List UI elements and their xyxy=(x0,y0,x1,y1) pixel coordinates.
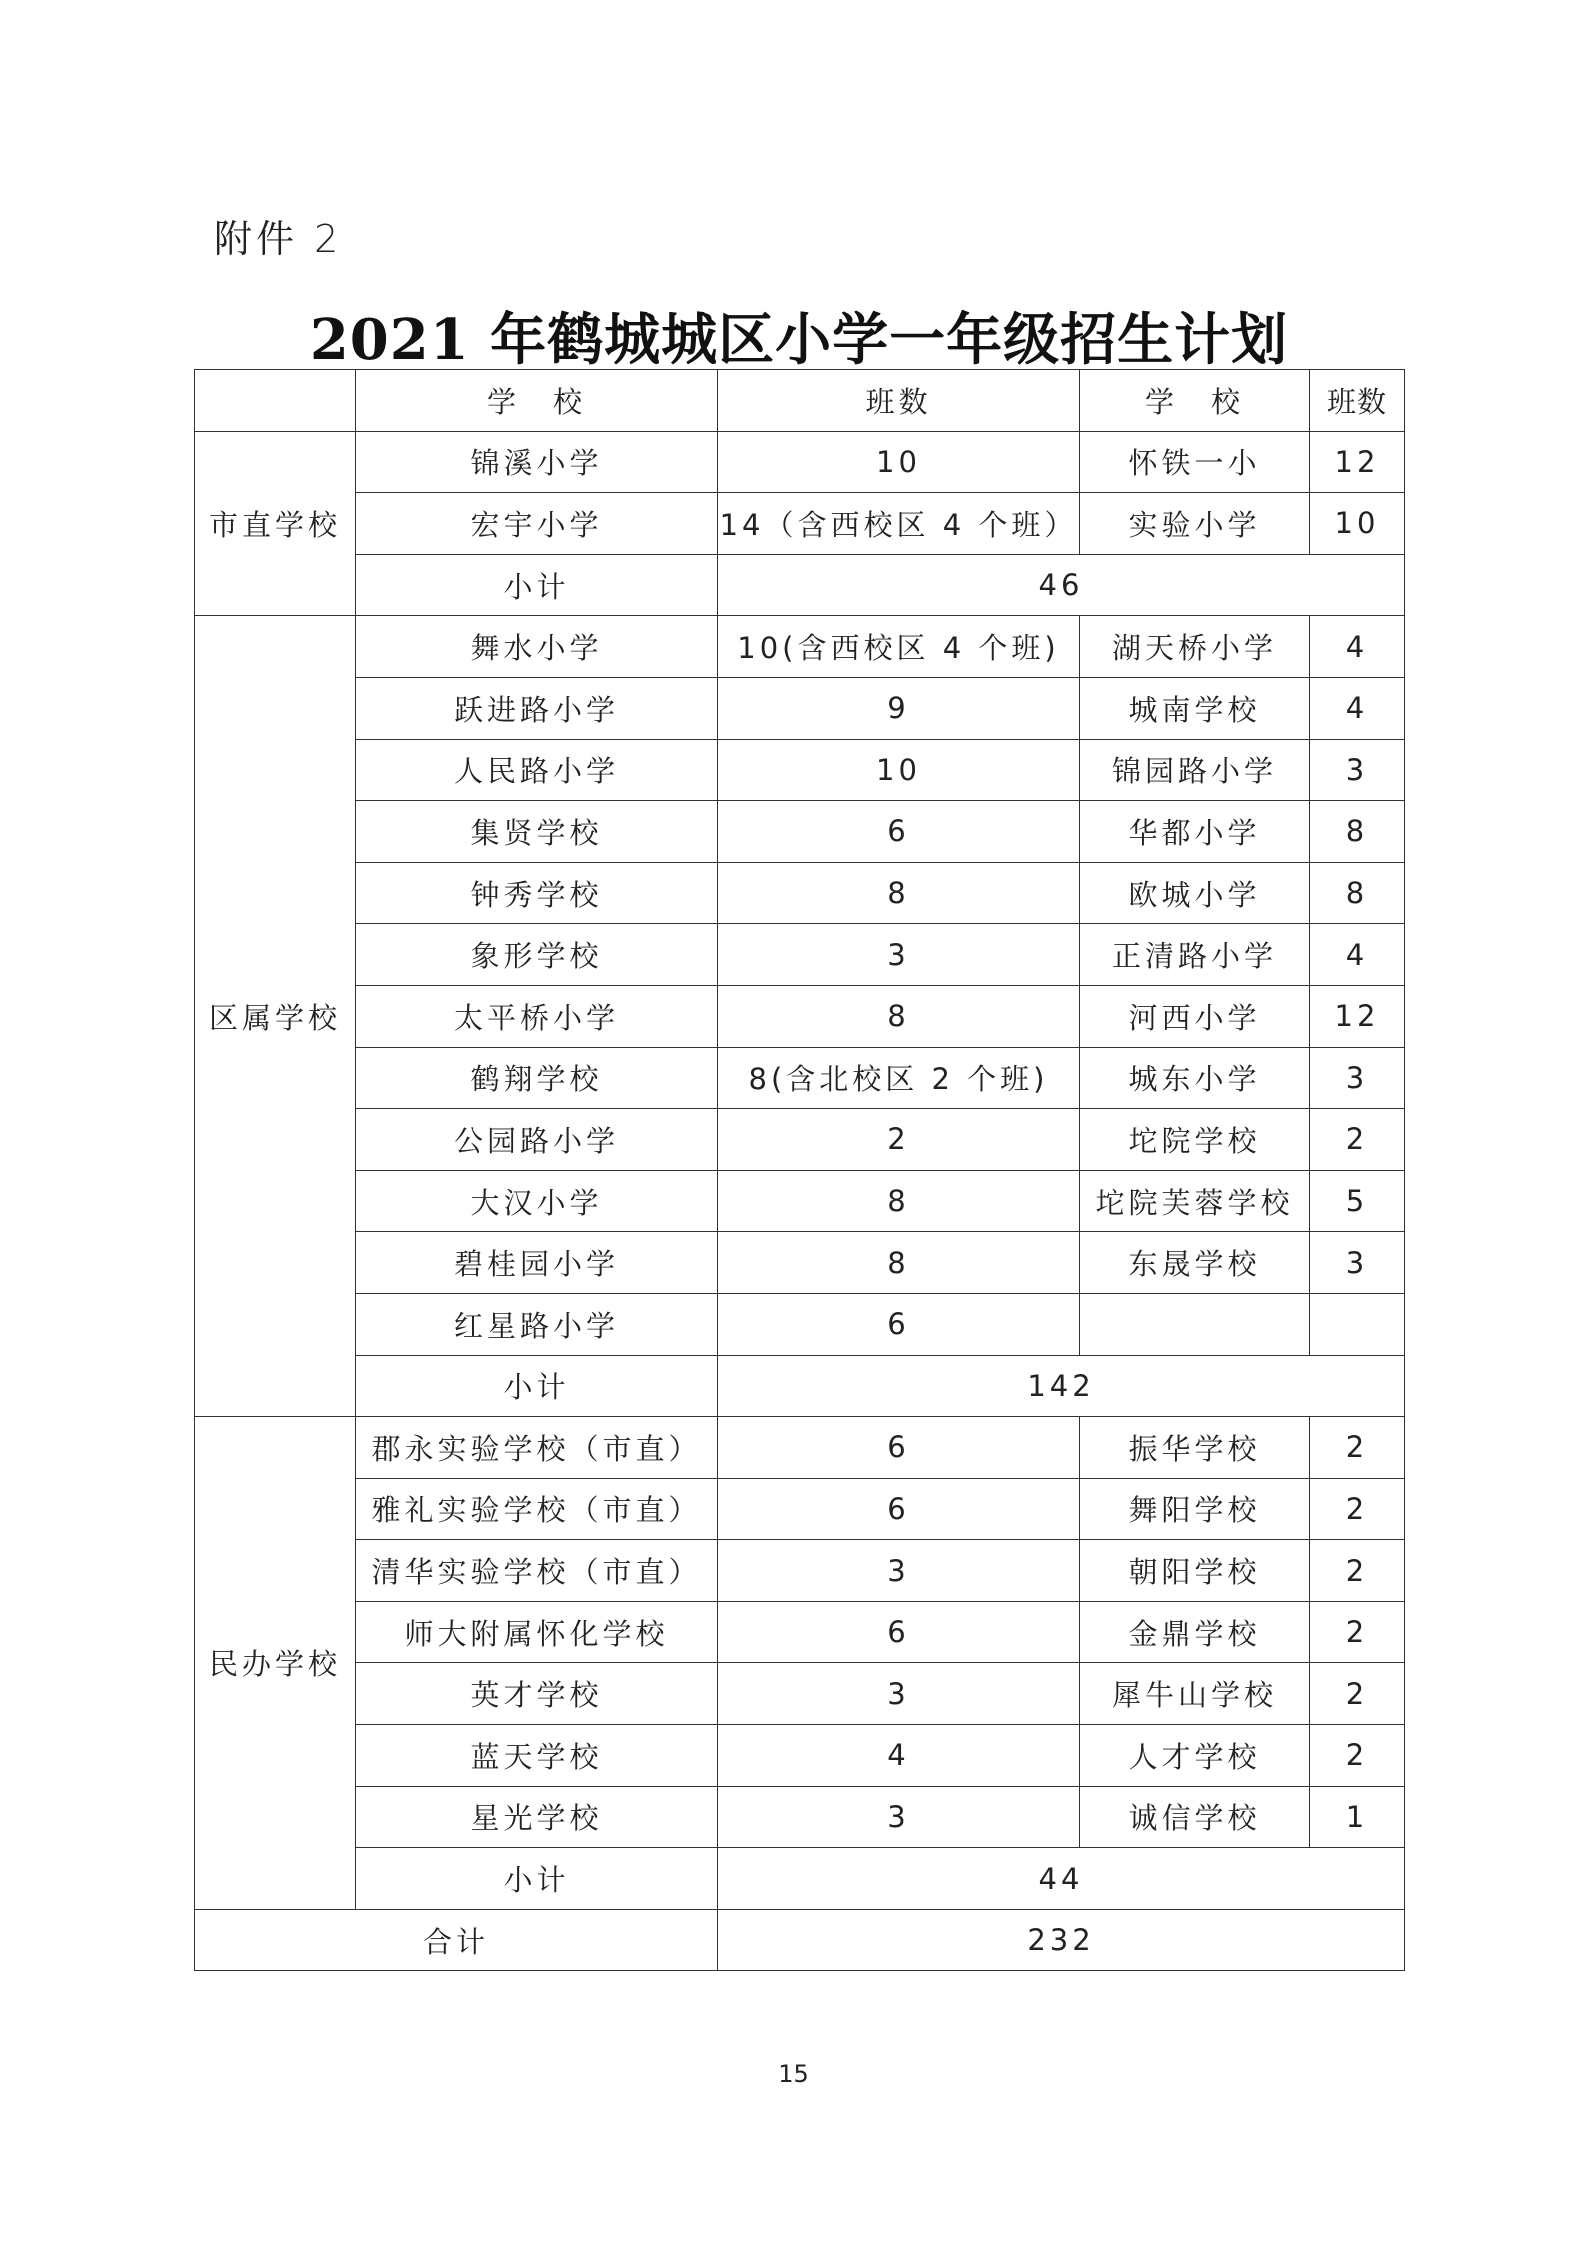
school-name-cell: 郡永实验学校（市直） xyxy=(356,1417,718,1479)
table-row xyxy=(195,924,1405,986)
table-header-row xyxy=(195,370,1405,432)
subtotal-row xyxy=(195,554,1405,616)
school-name-cell: 怀铁一小 xyxy=(1080,431,1310,493)
school-name-cell: 公园路小学 xyxy=(356,1109,718,1171)
category-cell: 区属学校 xyxy=(195,616,356,1417)
class-count-cell: 6 xyxy=(718,1601,1080,1663)
school-name-cell: 英才学校 xyxy=(356,1663,718,1725)
total-value: 232 xyxy=(718,1909,1405,1971)
school-name-cell: 欧城小学 xyxy=(1080,862,1310,924)
school-name-cell: 人民路小学 xyxy=(356,739,718,801)
attachment-label: 附件 2 xyxy=(214,217,343,261)
class-count-cell: 3 xyxy=(718,1663,1080,1725)
school-name-cell: 星光学校 xyxy=(356,1786,718,1848)
table-row xyxy=(195,1047,1405,1109)
school-name-cell: 坨院学校 xyxy=(1080,1109,1310,1171)
subtotal-value: 44 xyxy=(718,1848,1405,1910)
class-count-cell: 2 xyxy=(1310,1109,1405,1171)
class-count-cell: 8 xyxy=(718,1170,1080,1232)
subtotal-row xyxy=(195,1355,1405,1417)
table-row xyxy=(195,1786,1405,1848)
class-count-cell: 6 xyxy=(718,801,1080,863)
school-name-cell: 钟秀学校 xyxy=(356,862,718,924)
class-count-cell: 2 xyxy=(1310,1478,1405,1540)
table-row xyxy=(195,1540,1405,1602)
subtotal-value: 142 xyxy=(718,1355,1405,1417)
class-count-cell: 2 xyxy=(1310,1540,1405,1602)
class-count-cell: 8 xyxy=(718,985,1080,1047)
school-name-cell: 朝阳学校 xyxy=(1080,1540,1310,1602)
table-row xyxy=(195,1417,1405,1479)
school-name-cell: 河西小学 xyxy=(1080,985,1310,1047)
class-count-cell: 9 xyxy=(718,677,1080,739)
subtotal-row xyxy=(195,1848,1405,1910)
table-row xyxy=(195,1109,1405,1171)
table-row xyxy=(195,1478,1405,1540)
school-name-cell: 宏宇小学 xyxy=(356,493,718,555)
school-name-cell: 诚信学校 xyxy=(1080,1786,1310,1848)
school-name-cell: 金鼎学校 xyxy=(1080,1601,1310,1663)
header-classes-2: 班数 xyxy=(1310,370,1405,432)
school-name-cell: 舞水小学 xyxy=(356,616,718,678)
school-name-cell: 犀牛山学校 xyxy=(1080,1663,1310,1725)
table-row xyxy=(195,985,1405,1047)
class-count-cell: 6 xyxy=(718,1478,1080,1540)
school-name-cell: 雅礼实验学校（市直） xyxy=(356,1478,718,1540)
header-classes-1: 班数 xyxy=(718,370,1080,432)
class-count-cell xyxy=(1310,1293,1405,1355)
class-count-cell: 8 xyxy=(718,862,1080,924)
class-count-cell: 8 xyxy=(718,1232,1080,1294)
school-name-cell: 正清路小学 xyxy=(1080,924,1310,986)
page-number: 15 xyxy=(778,2060,809,2088)
school-name-cell: 实验小学 xyxy=(1080,493,1310,555)
school-name-cell xyxy=(1080,1293,1310,1355)
school-name-cell: 象形学校 xyxy=(356,924,718,986)
school-name-cell: 人才学校 xyxy=(1080,1725,1310,1787)
class-count-cell: 10 xyxy=(718,431,1080,493)
school-name-cell: 城南学校 xyxy=(1080,677,1310,739)
class-count-cell: 2 xyxy=(718,1109,1080,1171)
class-count-cell: 12 xyxy=(1310,985,1405,1047)
class-count-cell: 3 xyxy=(718,1786,1080,1848)
class-count-cell: 1 xyxy=(1310,1786,1405,1848)
total-row xyxy=(195,1909,1405,1971)
subtotal-value: 46 xyxy=(718,554,1405,616)
total-label: 合计 xyxy=(195,1909,718,1971)
table-row xyxy=(195,493,1405,555)
school-name-cell: 东晟学校 xyxy=(1080,1232,1310,1294)
class-count-cell: 14（含西校区 4 个班） xyxy=(718,493,1080,555)
table-row xyxy=(195,801,1405,863)
class-count-cell: 4 xyxy=(1310,616,1405,678)
header-school-2: 学 校 xyxy=(1080,370,1310,432)
class-count-cell: 5 xyxy=(1310,1170,1405,1232)
school-name-cell: 师大附属怀化学校 xyxy=(356,1601,718,1663)
school-name-cell: 舞阳学校 xyxy=(1080,1478,1310,1540)
class-count-cell: 3 xyxy=(718,924,1080,986)
school-name-cell: 大汉小学 xyxy=(356,1170,718,1232)
school-name-cell: 跃进路小学 xyxy=(356,677,718,739)
table-row xyxy=(195,616,1405,678)
table-row xyxy=(195,431,1405,493)
school-name-cell: 坨院芙蓉学校 xyxy=(1080,1170,1310,1232)
table-row xyxy=(195,677,1405,739)
table-row xyxy=(195,1725,1405,1787)
school-name-cell: 鹤翔学校 xyxy=(356,1047,718,1109)
subtotal-label: 小计 xyxy=(356,1355,718,1417)
class-count-cell: 12 xyxy=(1310,431,1405,493)
subtotal-label: 小计 xyxy=(356,1848,718,1910)
school-name-cell: 集贤学校 xyxy=(356,801,718,863)
header-blank xyxy=(195,370,356,432)
table-row xyxy=(195,1601,1405,1663)
category-cell: 市直学校 xyxy=(195,431,356,616)
school-name-cell: 蓝天学校 xyxy=(356,1725,718,1787)
class-count-cell: 10(含西校区 4 个班) xyxy=(718,616,1080,678)
school-name-cell: 红星路小学 xyxy=(356,1293,718,1355)
class-count-cell: 2 xyxy=(1310,1601,1405,1663)
class-count-cell: 3 xyxy=(1310,1047,1405,1109)
class-count-cell: 4 xyxy=(1310,677,1405,739)
school-name-cell: 城东小学 xyxy=(1080,1047,1310,1109)
table-row xyxy=(195,739,1405,801)
school-name-cell: 太平桥小学 xyxy=(356,985,718,1047)
class-count-cell: 10 xyxy=(718,739,1080,801)
school-name-cell: 湖天桥小学 xyxy=(1080,616,1310,678)
class-count-cell: 3 xyxy=(1310,1232,1405,1294)
class-count-cell: 4 xyxy=(718,1725,1080,1787)
class-count-cell: 2 xyxy=(1310,1663,1405,1725)
school-name-cell: 清华实验学校（市直） xyxy=(356,1540,718,1602)
school-name-cell: 碧桂园小学 xyxy=(356,1232,718,1294)
class-count-cell: 10 xyxy=(1310,493,1405,555)
class-count-cell: 3 xyxy=(1310,739,1405,801)
school-name-cell: 振华学校 xyxy=(1080,1417,1310,1479)
class-count-cell: 6 xyxy=(718,1293,1080,1355)
table-row xyxy=(195,1293,1405,1355)
table-row xyxy=(195,1663,1405,1725)
page-title: 2021 年鹤城城区小学一年级招生计划 xyxy=(309,307,1289,373)
header-school-1: 学 校 xyxy=(356,370,718,432)
class-count-cell: 4 xyxy=(1310,924,1405,986)
school-name-cell: 锦溪小学 xyxy=(356,431,718,493)
class-count-cell: 6 xyxy=(718,1417,1080,1479)
class-count-cell: 8 xyxy=(1310,801,1405,863)
class-count-cell: 3 xyxy=(718,1540,1080,1602)
class-count-cell: 2 xyxy=(1310,1725,1405,1787)
class-count-cell: 2 xyxy=(1310,1417,1405,1479)
class-count-cell: 8(含北校区 2 个班) xyxy=(718,1047,1080,1109)
enrollment-plan-table xyxy=(194,369,1405,1971)
category-cell: 民办学校 xyxy=(195,1417,356,1910)
table-row xyxy=(195,862,1405,924)
school-name-cell: 锦园路小学 xyxy=(1080,739,1310,801)
table-row xyxy=(195,1232,1405,1294)
table-row xyxy=(195,1170,1405,1232)
subtotal-label: 小计 xyxy=(356,554,718,616)
school-name-cell: 华都小学 xyxy=(1080,801,1310,863)
class-count-cell: 8 xyxy=(1310,862,1405,924)
